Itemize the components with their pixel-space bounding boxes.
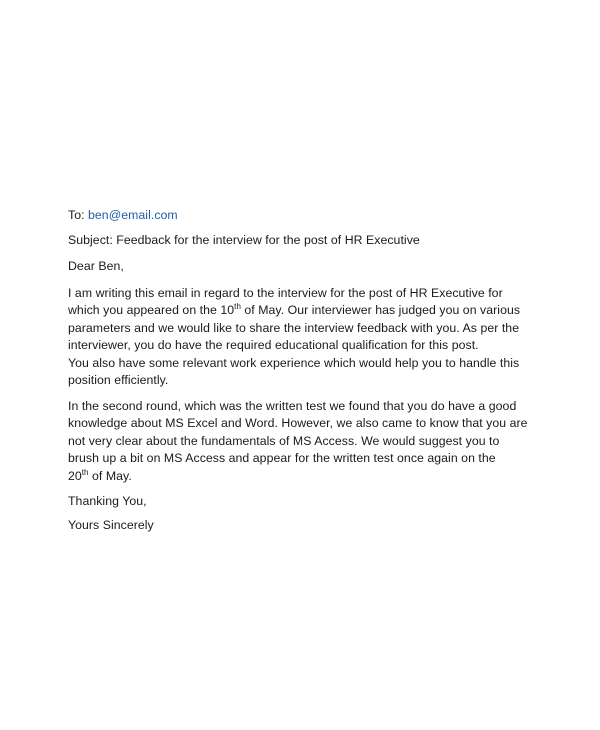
- paragraph-line: not very clear about the fundamentals of MS Access. We would suggest you to: [68, 433, 500, 448]
- ordinal-suffix: th: [234, 302, 241, 311]
- paragraph-line: position efficiently.: [68, 373, 169, 387]
- paragraph-line: parameters and we would like to share the interview feedback with you. As per the: [68, 320, 520, 335]
- salutation: Dear Ben,: [68, 259, 124, 273]
- paragraph-line: You also have some relevant work experience which would help you to handle this: [68, 355, 520, 370]
- paragraph-written-test: [68, 398, 548, 486]
- paragraph-line: knowledge about MS Excel and Word. However, we also came to know that you are: [68, 416, 528, 430]
- ordinal-suffix: th: [81, 467, 89, 477]
- text-span: 20: [68, 468, 82, 483]
- closing-line: Thanking You,: [68, 494, 147, 508]
- text-span: of May. Our interviewer has judged you on various: [240, 303, 521, 317]
- recipient-email-link[interactable]: ben@email.com: [88, 208, 178, 222]
- paragraph-line: [68, 302, 548, 320]
- signoff-line: Yours Sincerely: [68, 517, 154, 532]
- paragraph-line: [68, 468, 548, 486]
- subject-line: Subject: Feedback for the interview for the post of HR Executive: [68, 232, 420, 247]
- to-label: To:: [68, 208, 85, 222]
- paragraph-line: interviewer, you do have the required educational qualification for this post.: [68, 338, 479, 352]
- paragraph-line: In the second round, which was the written test we found that you do have a good: [68, 398, 517, 413]
- paragraph-line: I am writing this email in regard to the interview for the post of HR Executive for: [68, 285, 503, 300]
- recipient-line: [68, 207, 548, 225]
- paragraph-line: brush up a bit on MS Access and appear for the written test once again on the: [68, 451, 496, 465]
- text-span: of May.: [88, 468, 132, 483]
- paragraph-interview-feedback: [68, 285, 548, 390]
- text-span: which you appeared on the 10: [68, 303, 235, 317]
- email-letter-body: [68, 207, 548, 534]
